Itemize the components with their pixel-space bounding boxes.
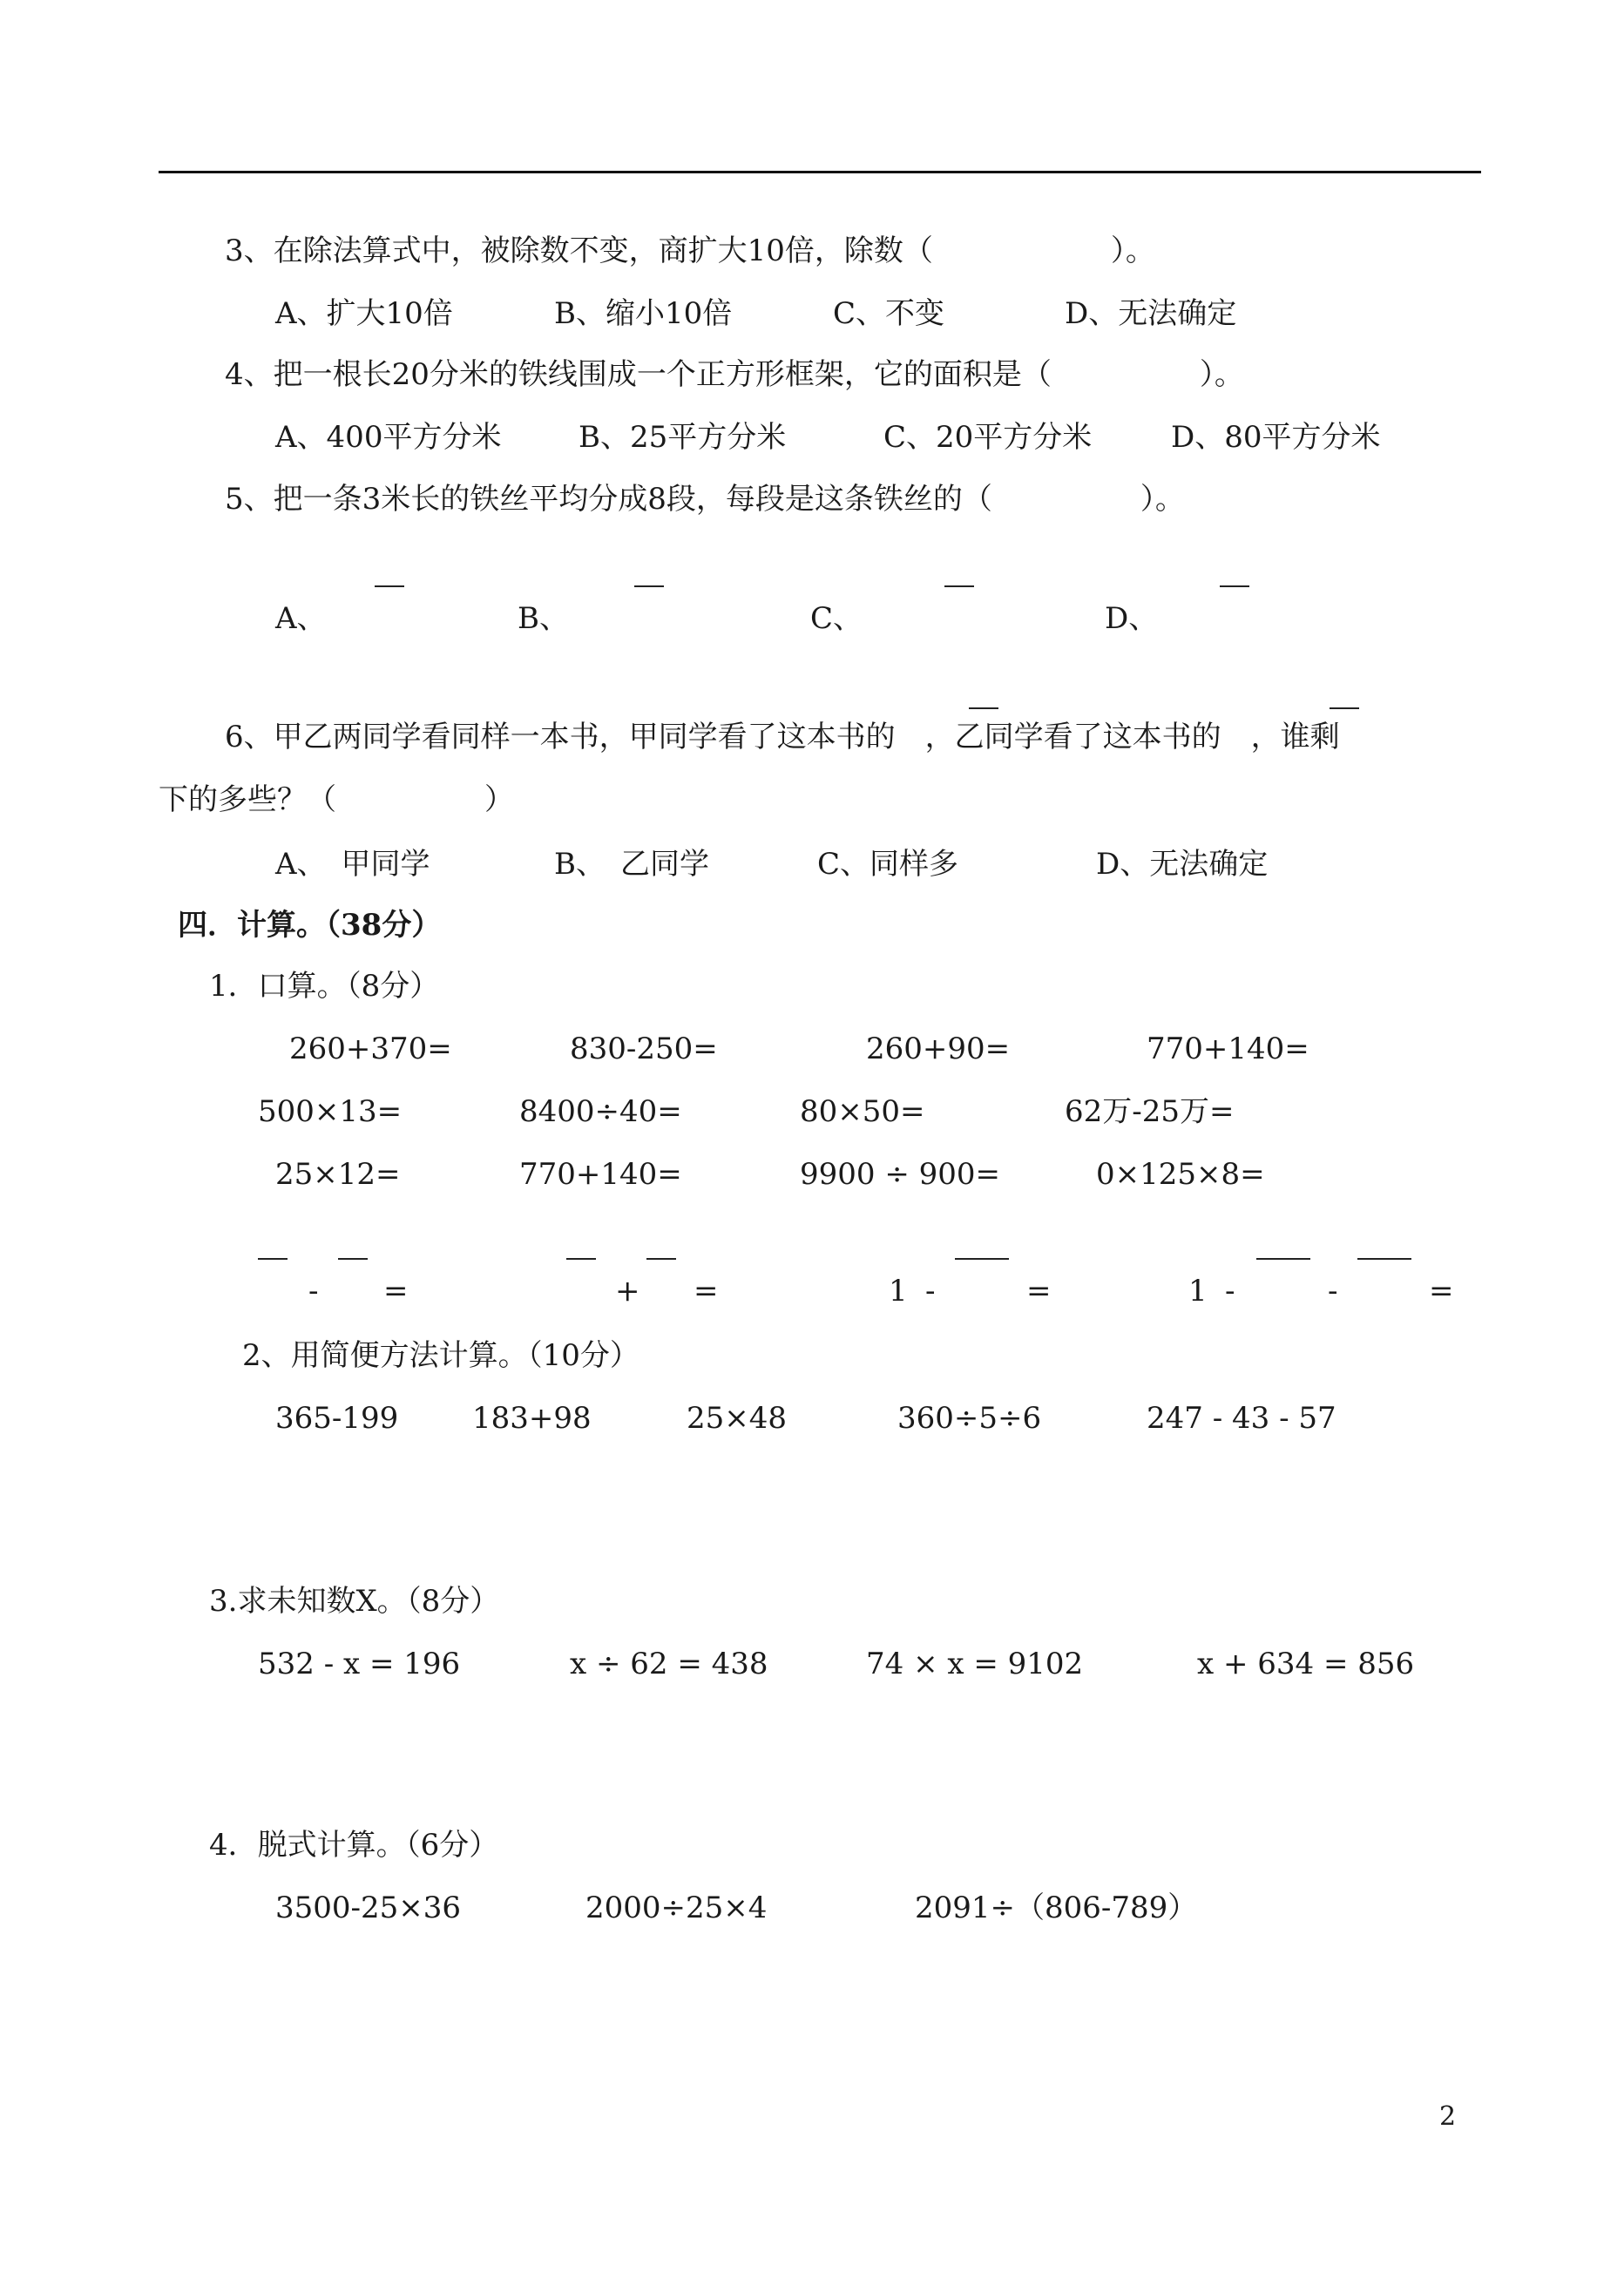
p1-r2-c1: 500×13= [258,1094,403,1129]
p1-r4-e4-bar2 [1357,1258,1411,1260]
p2-item-2: 183+98 [472,1401,592,1436]
q6-fraction-bar-2 [1330,707,1359,709]
p1-r4-e1-eq: = [383,1274,409,1309]
p1-r4-e4-eq: = [1429,1274,1454,1309]
p1-r4-e3-eq: = [1026,1274,1052,1309]
p1-r4-e4-bar1 [1256,1258,1310,1260]
p2-item-5: 247 - 43 - 57 [1147,1401,1336,1436]
p3-item-1: 532 - x = 196 [258,1647,461,1681]
q6-option-b: B、 乙同学 [554,847,709,882]
p1-r1-c4: 770+140= [1147,1032,1309,1066]
p1-r4-e2-eq: = [694,1274,719,1309]
p1-r4-e3-op: - [925,1274,936,1309]
q3-option-a: A、扩大10倍 [275,296,453,331]
q3-option-d: D、无法确定 [1065,296,1237,331]
p1-r1-c1: 260+370= [289,1032,452,1066]
q6-option-a: A、 甲同学 [275,847,430,882]
q6-fraction-bar-1 [969,707,998,709]
p1-r3-c1: 25×12= [275,1157,401,1192]
header-rule [159,171,1481,173]
p2-title: 2、用简便方法计算。（10分） [242,1338,639,1373]
p1-title: 1．口算。（8分） [209,969,440,1004]
section4-title: 四．计算。（38分） [178,908,442,943]
p4-item-1: 3500-25×36 [275,1891,462,1925]
page-number: 2 [1439,2101,1457,2132]
q4-option-d: D、80平方分米 [1171,420,1381,455]
p1-r4-e3-one: 1 [889,1274,908,1309]
p3-item-2: x ÷ 62 = 438 [570,1647,768,1681]
p1-r4-e1-op: - [308,1274,319,1309]
p2-item-3: 25×48 [687,1401,788,1436]
q5-a-fraction-bar [375,585,404,587]
p3-item-4: x + 634 = 856 [1197,1647,1415,1681]
p4-title: 4．脱式计算。（6分） [209,1828,499,1863]
q6-stem-line2: 下的多些？（ ） [159,782,514,817]
p1-r2-c4: 62万-25万= [1065,1094,1235,1129]
p1-r4-e2-op: + [615,1274,640,1309]
p1-r4-e1-bar1 [258,1258,288,1260]
q5-option-c: C、 [810,601,863,636]
q4-option-b: B、25平方分米 [579,420,787,455]
p4-item-3: 2091÷（806-789） [915,1891,1198,1925]
p1-r4-e2-bar2 [646,1258,676,1260]
q3-stem: 3、在除法算式中，被除数不变，商扩大10倍，除数（ ）。 [225,233,1155,268]
q5-c-fraction-bar [944,585,974,587]
p1-r1-c3: 260+90= [866,1032,1011,1066]
q3-option-b: B、缩小10倍 [554,296,733,331]
p1-r2-c3: 80×50= [800,1094,925,1129]
p1-r4-e3-bar [955,1258,1009,1260]
p1-r1-c2: 830-250= [570,1032,718,1066]
q3-option-c: C、不变 [833,296,945,331]
p1-r2-c2: 8400÷40= [519,1094,682,1129]
p1-r4-e4-op1: - [1225,1274,1235,1309]
q5-b-fraction-bar [634,585,664,587]
p1-r3-c3: 9900 ÷ 900= [800,1157,1001,1192]
p1-r4-e4-one: 1 [1188,1274,1208,1309]
p2-item-4: 360÷5÷6 [897,1401,1042,1436]
q5-d-fraction-bar [1220,585,1249,587]
q5-stem: 5、把一条3米长的铁丝平均分成8段，每段是这条铁丝的（ ）。 [225,482,1185,517]
q4-option-a: A、400平方分米 [275,420,502,455]
p1-r4-e2-bar1 [566,1258,596,1260]
q4-option-c: C、20平方分米 [883,420,1093,455]
p3-title: 3.求未知数X。（8分） [209,1584,500,1619]
q6-option-c: C、同样多 [817,847,959,882]
p3-item-3: 74 × x = 9102 [866,1647,1084,1681]
q4-stem: 4、把一根长20分米的铁线围成一个正方形框架，它的面积是（ ）。 [225,357,1244,392]
p1-r4-e4-op2: - [1328,1274,1338,1309]
q6-stem-line1: 6、甲乙两同学看同样一本书，甲同学看了这本书的 ，乙同学看了这本书的 ，谁剩 [225,720,1340,754]
q5-option-a: A、 [275,601,327,636]
q6-option-d: D、无法确定 [1096,847,1269,882]
q5-option-b: B、 [518,601,569,636]
p1-r3-c2: 770+140= [519,1157,682,1192]
p1-r4-e1-bar2 [338,1258,368,1260]
p2-item-1: 365-199 [275,1401,399,1436]
q5-option-d: D、 [1105,601,1159,636]
p4-item-2: 2000÷25×4 [585,1891,768,1925]
p1-r3-c4: 0×125×8= [1096,1157,1265,1192]
